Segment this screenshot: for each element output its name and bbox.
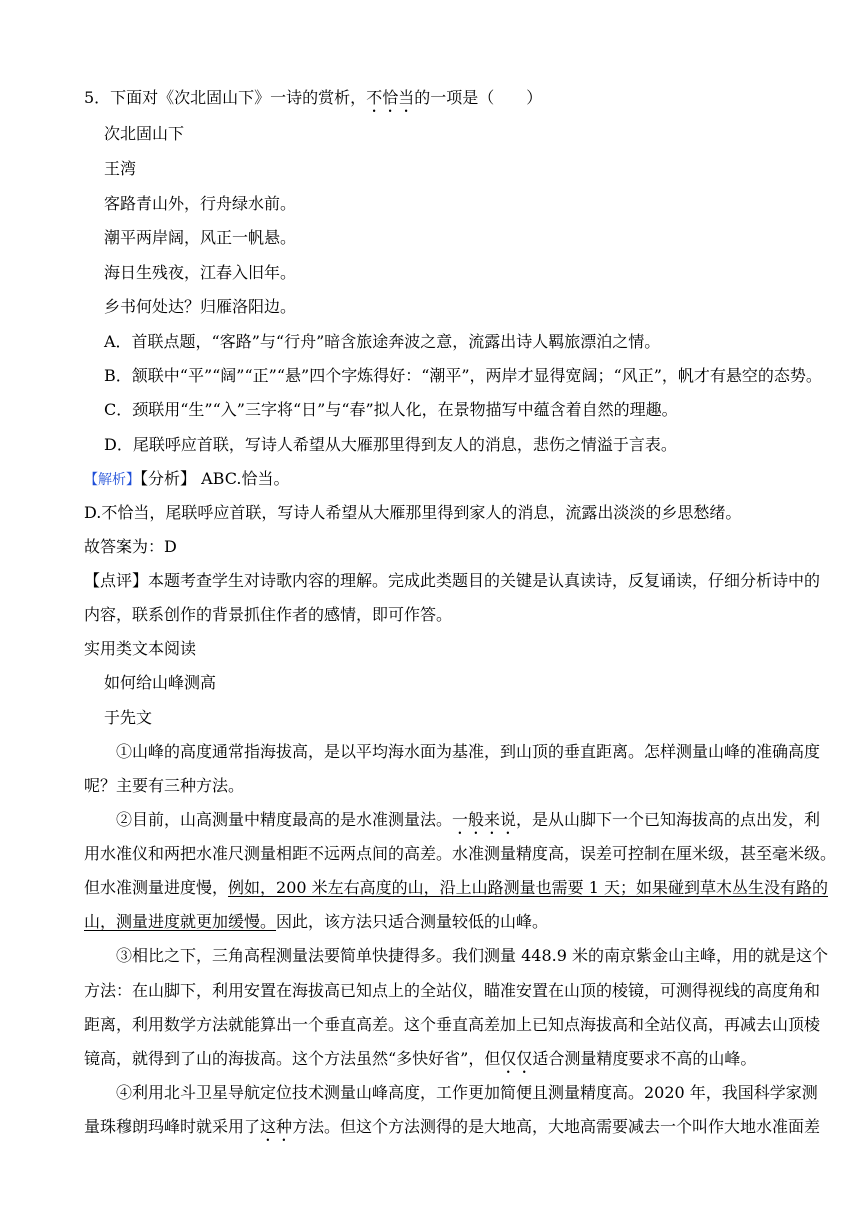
analysis-line [84,469,289,490]
option-a: A．首联点题，“客路”与“行舟”暗含旅途奔波之意，流露出诗人羁旅漂泊之情。 [104,332,661,351]
poem-line: 客路青山外，行舟绿水前。 [104,194,297,213]
comment-line-1: 【点评】本题考查学生对诗歌内容的理解。完成此类题目的关键是认真读诗，反复诵读，仔细分析诗中的 [84,571,821,590]
paragraph-3-line [84,1049,756,1077]
answer-line: 故答案为：D [84,537,177,556]
poem-author: 王湾 [104,159,137,178]
poem-line: 海日生残夜，江春入旧年。 [104,263,297,282]
paragraph-4-line [84,1117,821,1145]
text-span: ②目前，山高测量中精度最高的是水准测量法。 [116,810,453,829]
text-span: 但水准测量进度慢， [84,878,229,897]
emphasis-span: 仅仅 [500,1049,533,1068]
text-span: 适合测量精度要求不高的山峰。 [532,1049,757,1068]
analysis-label: 【分析】 [140,469,197,488]
paragraph-3-line: 方法：在山脚下，利用安置在海拔高已知点上的全站仪，瞄准安置在山顶的棱镜，可测得视线的高度角和 [84,981,821,1000]
emphasis-span: 一般来说 [452,810,517,829]
question-stem-text: 5．下面对《次北固山下》一诗的赏析， [84,88,367,107]
poem-line: 乡书何处达？归雁洛阳边。 [104,297,297,316]
paragraph-1-line: 呢？主要有三种方法。 [84,776,245,795]
paragraph-2-line [84,912,548,932]
text-span: 量珠穆朗玛峰时就采用了 [84,1117,261,1136]
text-span: 方法。但这个方法测得的是大地高，大地高需要减去一个叫作大地水准面差 [292,1117,821,1136]
poem-line: 潮平两岸阔，风正一帆悬。 [104,228,297,247]
comment-line-2: 内容，联系创作的背景抓住作者的感情，即可作答。 [84,605,453,624]
paragraph-1-line: ①山峰的高度通常指海拔高，是以平均海水面为基准，到山顶的垂直距离。怎样测量山峰的准确高度 [116,742,821,761]
option-c: C．颈联用“生”“入”三字将“日”与“春”拟人化，在景物描写中蕴含着自然的理趣。 [104,400,678,419]
article-author: 于先文 [104,708,153,727]
paragraph-4-line: ④利用北斗卫星导航定位技术测量山峰高度，工作更加简便且测量精度高。2020 年，我国科学家测 [116,1083,818,1102]
paragraph-2-line [116,810,821,838]
text-span: 镜高，就得到了山的海拔高。这个方法虽然“多快好省”，但 [84,1049,501,1068]
option-b: B．颔联中“平”“阔”“正”“悬”四个字炼得好：“潮平”，两岸才显得宽阔；“风正”，帆才有悬空的态势。 [104,366,822,385]
analysis-tag: 【解析】 [84,472,140,488]
text-span: 因此，该方法只适合测量较低的山峰。 [276,912,549,931]
paragraph-3-line: ③相比之下，三角高程测量法要简单快捷得多。我们测量 448.9 米的南京紫金山主峰，用的就是这个 [116,946,828,965]
section-heading: 实用类文本阅读 [84,639,197,658]
underlined-span: 例如，200 米左右高度的山，沿上山路测量也需要 1 天；如果碰到草木丛生没有路的 [228,878,828,897]
emphasis-span: 这种 [260,1117,293,1136]
paragraph-2-line [84,878,828,898]
question-emphasis: 不恰当 [366,88,415,107]
paragraph-2-line: 用水准仪和两把水准尺测量相距不远两点间的高差。水准测量精度高，误差可控制在厘米级，甚至毫米级。 [84,844,837,863]
article-title: 如何给山峰测高 [104,673,217,692]
analysis-d: D.不恰当，尾联呼应首联，写诗人希望从大雁那里得到家人的消息，流露出淡淡的乡思愁绪。 [84,503,742,522]
poem-title: 次北固山下 [104,124,185,143]
paragraph-3-line: 距离，利用数学方法就能算出一个垂直高差。这个垂直高差加上已知点海拔高和全站仪高，再减去山顶棱 [84,1015,821,1034]
text-span: ，是从山脚下一个已知海拔高的点出发，利 [516,810,821,829]
question-stem-end: 的一项是（ ） [414,88,543,107]
underlined-span: 山，测量进度就更加缓慢。 [84,912,277,931]
analysis-text: ABC.恰当。 [196,469,290,488]
question-stem [84,88,542,116]
option-d: D．尾联呼应首联，写诗人希望从大雁那里得到友人的消息，悲伤之情溢于言表。 [104,435,677,454]
